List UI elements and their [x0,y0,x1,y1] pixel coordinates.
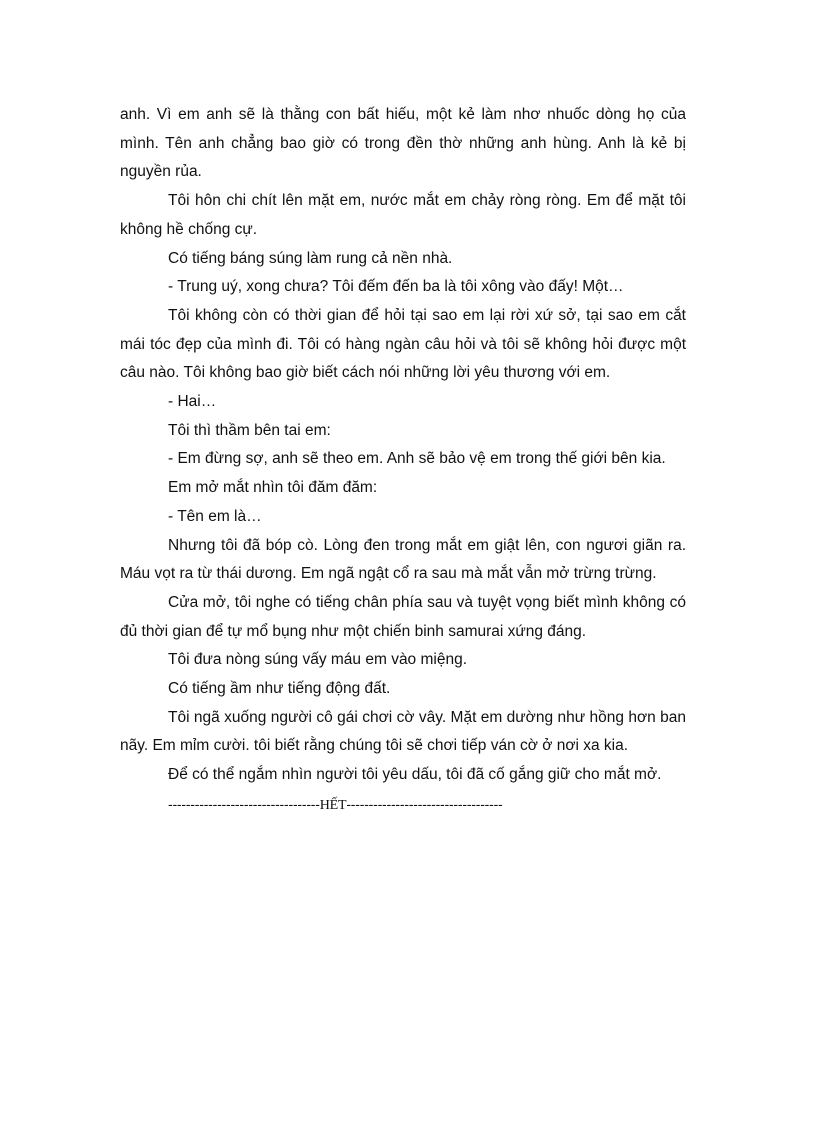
document-page [120,101,686,821]
end-marker-right-dashes: ----------------------------------- [346,795,503,812]
paragraph-10: - Tên em là… [168,507,262,525]
end-marker [120,790,686,821]
end-marker-left-dashes: ---------------------------------- [168,795,320,812]
paragraph-4: - Trung uý, xong chưa? Tôi đếm đến ba là tôi xông vào đấy! Một… [168,278,624,296]
paragraph-8: - Em đừng sợ, anh sẽ theo em. Anh sẽ bảo vệ em trong thế giới bên kia. [168,450,666,468]
paragraph-3: Có tiếng báng súng làm rung cả nền nhà. [168,249,453,267]
paragraph-14: Có tiếng ầm như tiếng động đất. [168,680,391,698]
paragraph-2: Tôi hôn chi chít lên mặt em, nước mắt em chảy ròng ròng. Em để mặt tôi không hề chống cự. [120,192,686,238]
paragraph-6: - Hai… [168,393,217,411]
paragraph-13: Tôi đưa nòng súng vấy máu em vào miệng. [168,651,468,669]
end-marker-word: HẾT [319,797,347,813]
paragraph-7: Tôi thì thầm bên tai em: [168,421,331,439]
paragraph-1: anh. Vì em anh sẽ là thằng con bất hiếu, một kẻ làm nhơ nhuốc dòng họ của mình. Tên anh chẳng bao giờ có trong đền thờ những anh hùng. Anh là kẻ bị nguyền rủa. [120,106,686,181]
paragraph-5: Tôi không còn có thời gian để hỏi tại sao em lại rời xứ sở, tại sao em cắt mái tóc đẹp của mình đi. Tôi có hàng ngàn câu hỏi và tôi sẽ không hỏi được một câu nào. Tôi không bao giờ biết cách nói những lời yêu thương với em. [120,306,686,382]
paragraph-9: Em mở mắt nhìn tôi đăm đăm: [168,479,378,497]
paragraph-15: Tôi ngã xuống người cô gái chơi cờ vây. Mặt em dường như hồng hơn ban nãy. Em mỉm cười. tôi biết rằng chúng tôi sẽ chơi tiếp ván cờ ở nơi xa kia. [120,708,686,755]
paragraph-12: Cửa mở, tôi nghe có tiếng chân phía sau và tuyệt vọng biết mình không có đủ thời gian để tự mổ bụng như một chiến binh samurai xứng đáng. [120,593,686,640]
paragraph-11: Nhưng tôi đã bóp cò. Lòng đen trong mắt em giật lên, con ngươi giãn ra. Máu vọt ra từ thái dương. Em ngã ngật cổ ra sau mà mắt vẫn mở trừng trừng. [120,536,686,583]
paragraph-16: Để có thể ngắm nhìn người tôi yêu dấu, tôi đã cố gắng giữ cho mắt mở. [168,766,662,784]
